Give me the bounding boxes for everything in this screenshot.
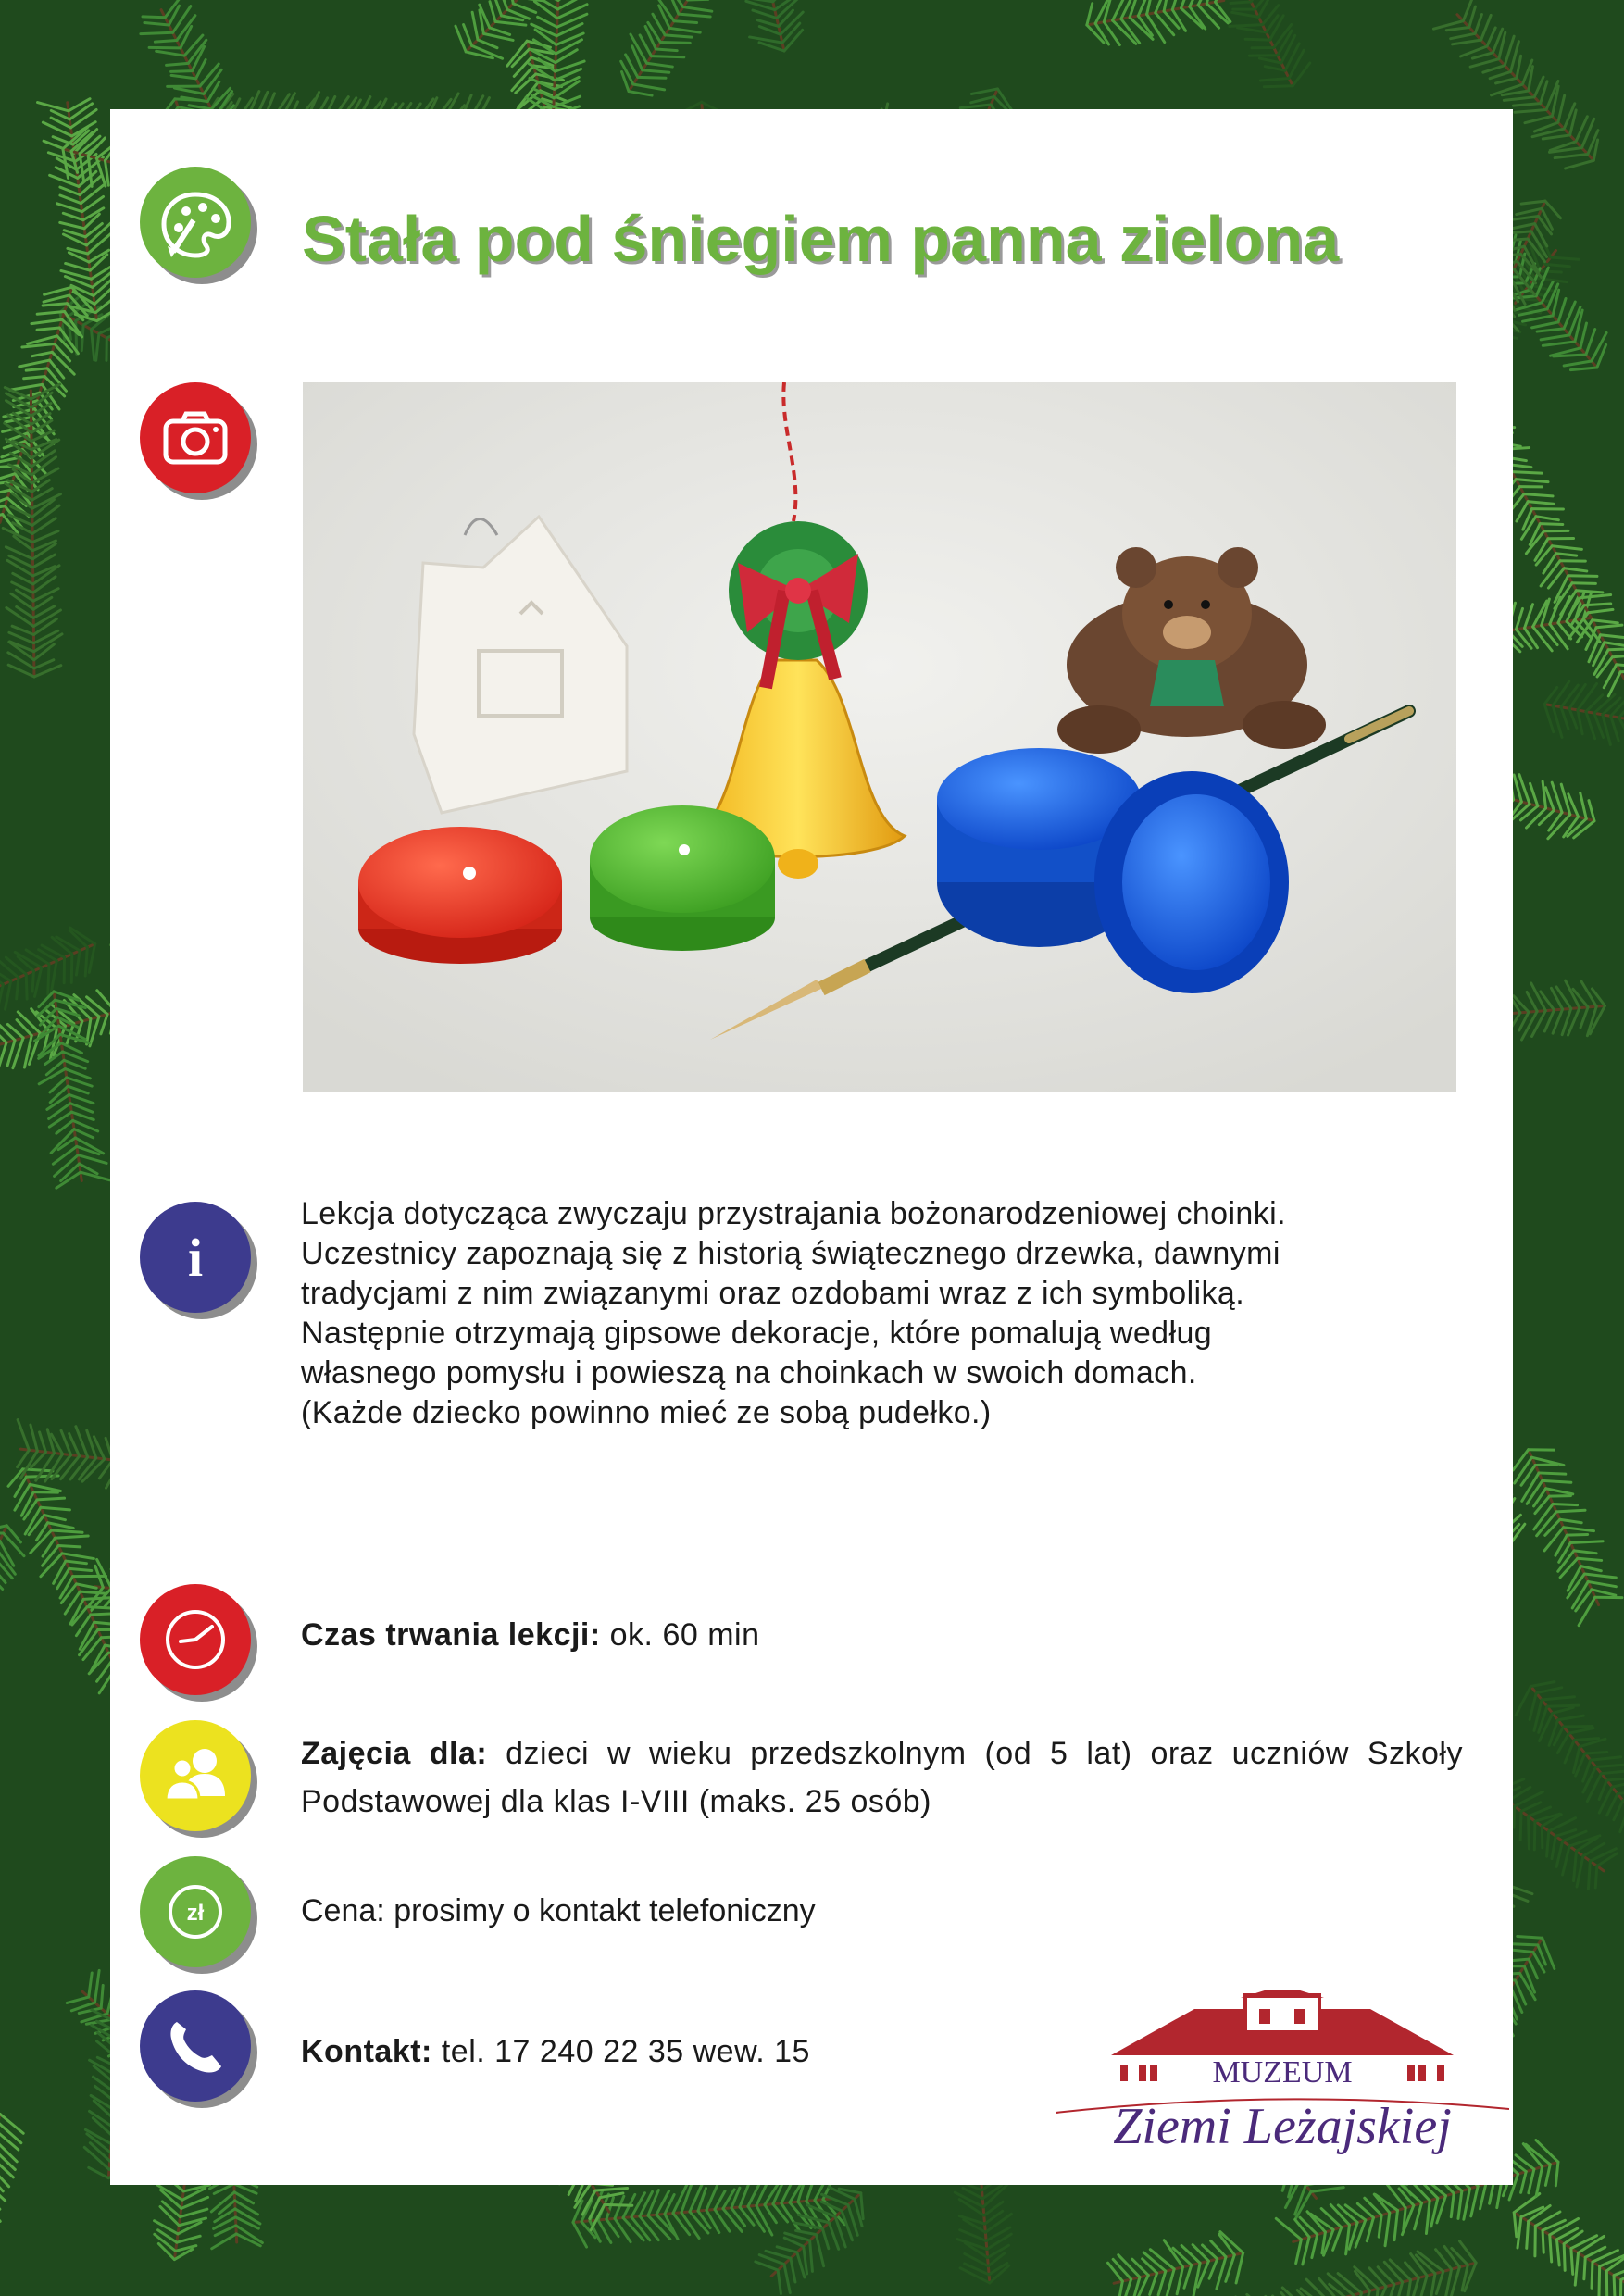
audience-info [301, 1729, 1463, 1826]
description-line: Następnie otrzymają gipsowe dekoracje, które pomalują według [301, 1316, 1213, 1351]
duration-info [301, 1617, 760, 1653]
contact-label: Kontakt: [301, 2034, 432, 2069]
users-icon [140, 1720, 251, 1831]
price-info [301, 1893, 816, 1929]
price-label: Cena: [301, 1893, 385, 1928]
contact-info [301, 2034, 810, 2070]
ornaments-photo [303, 382, 1456, 1092]
palette-icon [140, 167, 251, 278]
duration-label: Czas trwania lekcji: [301, 1617, 601, 1653]
page-title: Stała pod śniegiem panna zielona [302, 203, 1340, 275]
description-line: (Każde dziecko powinno mieć ze sobą pudełko.) [301, 1395, 992, 1430]
phone-icon [140, 1990, 251, 2102]
duration-value: ok. 60 min [609, 1617, 760, 1653]
logo-line2: Ziemi Leżajskiej [1113, 2098, 1452, 2155]
currency-zl-icon [140, 1856, 251, 1967]
currency-zl-glyph: zł [186, 1901, 205, 1926]
museum-logo [1056, 1990, 1509, 2185]
price-value: prosimy o kontakt telefoniczny [394, 1893, 816, 1928]
lesson-description [301, 1194, 1468, 1433]
description-line: Lekcja dotycząca zwyczaju przystrajania bożonarodzeniowej choinki. [301, 1196, 1286, 1231]
info-icon [140, 1202, 251, 1313]
audience-label: Zajęcia dla: [301, 1736, 488, 1771]
description-line: Uczestnicy zapoznają się z historią świątecznego drzewka, dawnymi [301, 1236, 1280, 1271]
description-line: własnego pomysłu i powieszą na choinkach w swoich domach. [301, 1355, 1197, 1391]
description-line: tradycjami z nim związanymi oraz ozdobami wraz z ich symboliką. [301, 1276, 1245, 1311]
audience-value: dzieci w wieku przedszkolnym (od 5 lat) oraz uczniów Szkoły Podstawowej dla klas I-VIII (maks. 25 osób) [301, 1736, 1463, 1819]
clock-icon [140, 1584, 251, 1695]
camera-icon [140, 382, 251, 493]
contact-phone: tel. 17 240 22 35 wew. 15 [441, 2034, 810, 2069]
info-icon-glyph: i [187, 1228, 204, 1288]
logo-line1: MUZEUM [1212, 2055, 1353, 2090]
